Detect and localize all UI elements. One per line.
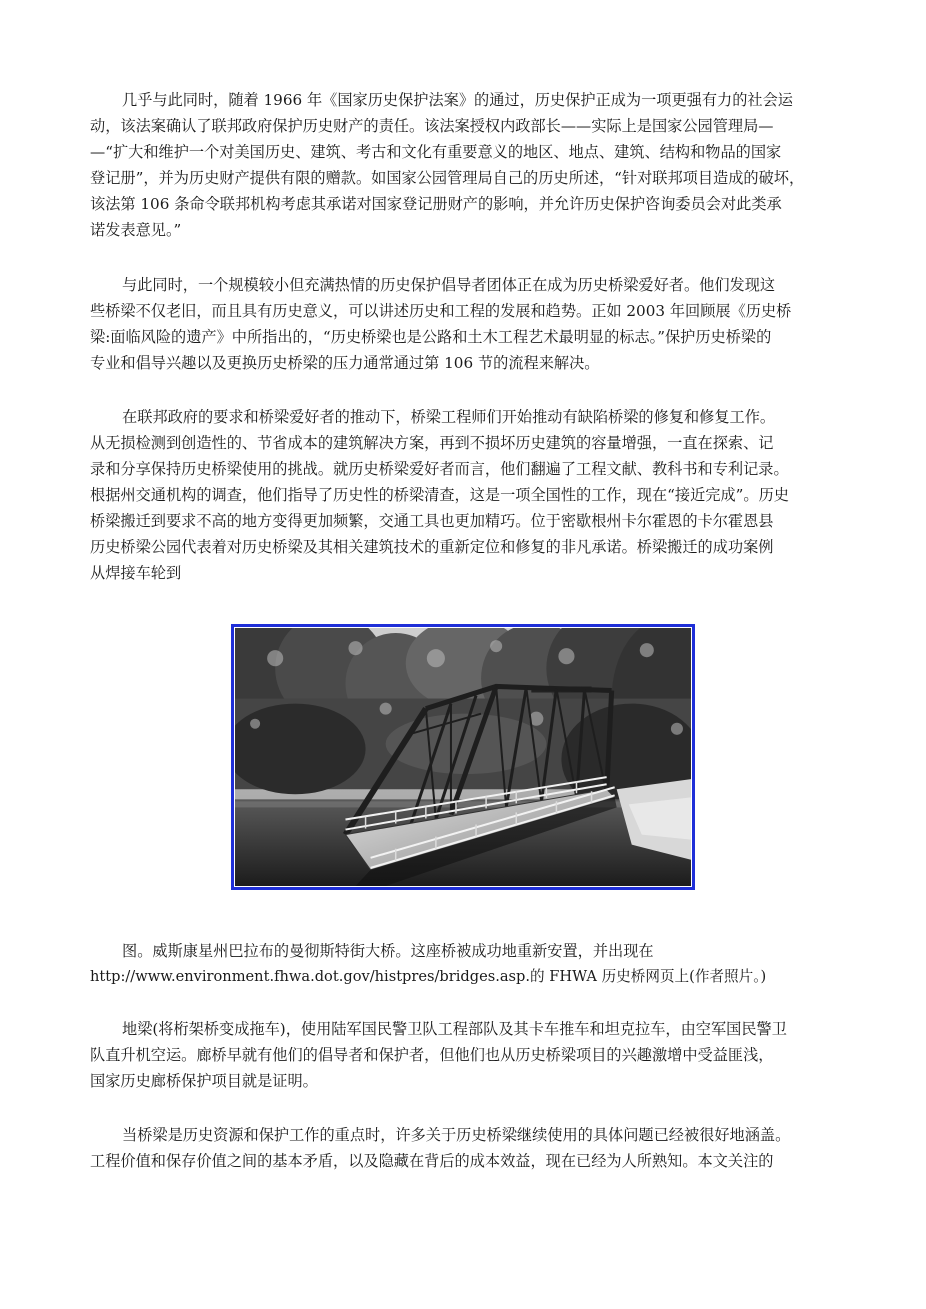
paragraph-5 [90, 1016, 850, 1094]
paragraph-line: 地梁(将桁架桥变成拖车)，使用陆军国民警卫队工程部队及其卡车推车和坦克拉车，由空军国民警卫 [122, 1020, 787, 1038]
paragraph-line: 专业和倡导兴趣以及更换历史桥梁的压力通常通过第 106 节的流程来解决。 [90, 354, 600, 372]
paragraph-1 [90, 87, 850, 243]
paragraph-line: 从焊接车轮到 [90, 564, 182, 582]
bridge-photo-figure [231, 624, 695, 890]
paragraph-line: 桥梁搬迁到要求不高的地方变得更加频繁，交通工具也更加精巧。位于密歇根州卡尔霍恩的卡尔霍恩县 [90, 512, 774, 530]
paragraph-line: 些桥梁不仅老旧，而且具有历史意义，可以讲述历史和工程的发展和趋势。正如 2003 年回顾展《历史桥 [90, 302, 792, 320]
paragraph-line: 队直升机空运。廊桥早就有他们的倡导者和保护者，但他们也从历史桥梁项目的兴趣激增中受益匪浅， [90, 1046, 774, 1064]
caption-line: http://www.environment.fhwa.dot.gov/histpres/bridges.asp.的 FHWA 历史桥网页上(作者照片。) [90, 968, 767, 985]
paragraph-line: 从无损检测到创造性的、节省成本的建筑解决方案，再到不损坏历史建筑的容量增强，一直在探索、记 [90, 434, 774, 452]
paragraph-line: 当桥梁是历史资源和保护工作的重点时，许多关于历史桥梁继续使用的具体问题已经被很好地涵盖。 [122, 1126, 791, 1144]
paragraph-line: —“扩大和维护一个对美国历史、建筑、考古和文化有重要意义的地区、地点、建筑、结构和物品的国家 [90, 143, 782, 161]
paragraph-line: 动，该法案确认了联邦政府保护历史财产的责任。该法案授权内政部长——实际上是国家公园管理局— [90, 117, 774, 135]
caption-line: 图。威斯康星州巴拉布的曼彻斯特街大桥。这座桥被成功地重新安置，并出现在 [122, 942, 654, 960]
paragraph-line: 在联邦政府的要求和桥梁爱好者的推动下，桥梁工程师们开始推动有缺陷桥梁的修复和修复工作。 [122, 408, 776, 426]
figure-caption [90, 938, 850, 990]
paragraph-line: 录和分享保持历史桥梁使用的挑战。就历史桥梁爱好者而言，他们翻遍了工程文献、教科书和专利记录。 [90, 460, 789, 478]
paragraph-line: 与此同时，一个规模较小但充满热情的历史保护倡导者团体正在成为历史桥梁爱好者。他们发现这 [122, 276, 776, 294]
paragraph-line: 工程价值和保存价值之间的基本矛盾，以及隐藏在背后的成本效益，现在已经为人所熟知。本文关注的 [90, 1152, 774, 1170]
paragraph-2 [90, 272, 850, 376]
paragraph-6 [90, 1122, 850, 1174]
paragraph-3 [90, 404, 850, 586]
paragraph-line: 该法第 106 条命令联邦机构考虑其承诺对国家登记册财产的影响，并允许历史保护咨询委员会对此类承 [90, 195, 782, 213]
paragraph-line: 登记册”，并为历史财产提供有限的赠款。如国家公园管理局自己的历史所述，“针对联邦项目造成的破坏， [90, 169, 805, 187]
paragraph-line: 诺发表意见。” [90, 221, 182, 239]
paragraph-line: 梁:面临风险的遗产》中所指出的，“历史桥梁也是公路和土木工程艺术最明显的标志。”保护历史桥梁的 [90, 328, 772, 346]
paragraph-line: 几乎与此同时，随着 1966 年《国家历史保护法案》的通过，历史保护正成为一项更强有力的社会运 [122, 91, 793, 109]
paragraph-line: 根据州交通机构的调查，他们指导了历史性的桥梁清查，这是一项全国性的工作，现在“接近完成”。历史 [90, 486, 789, 504]
paragraph-line: 历史桥梁公园代表着对历史桥梁及其相关建筑技术的重新定位和修复的非凡承诺。桥梁搬迁的成功案例 [90, 538, 774, 556]
paragraph-line: 国家历史廊桥保护项目就是证明。 [90, 1072, 318, 1090]
bridge-photo [235, 628, 691, 886]
